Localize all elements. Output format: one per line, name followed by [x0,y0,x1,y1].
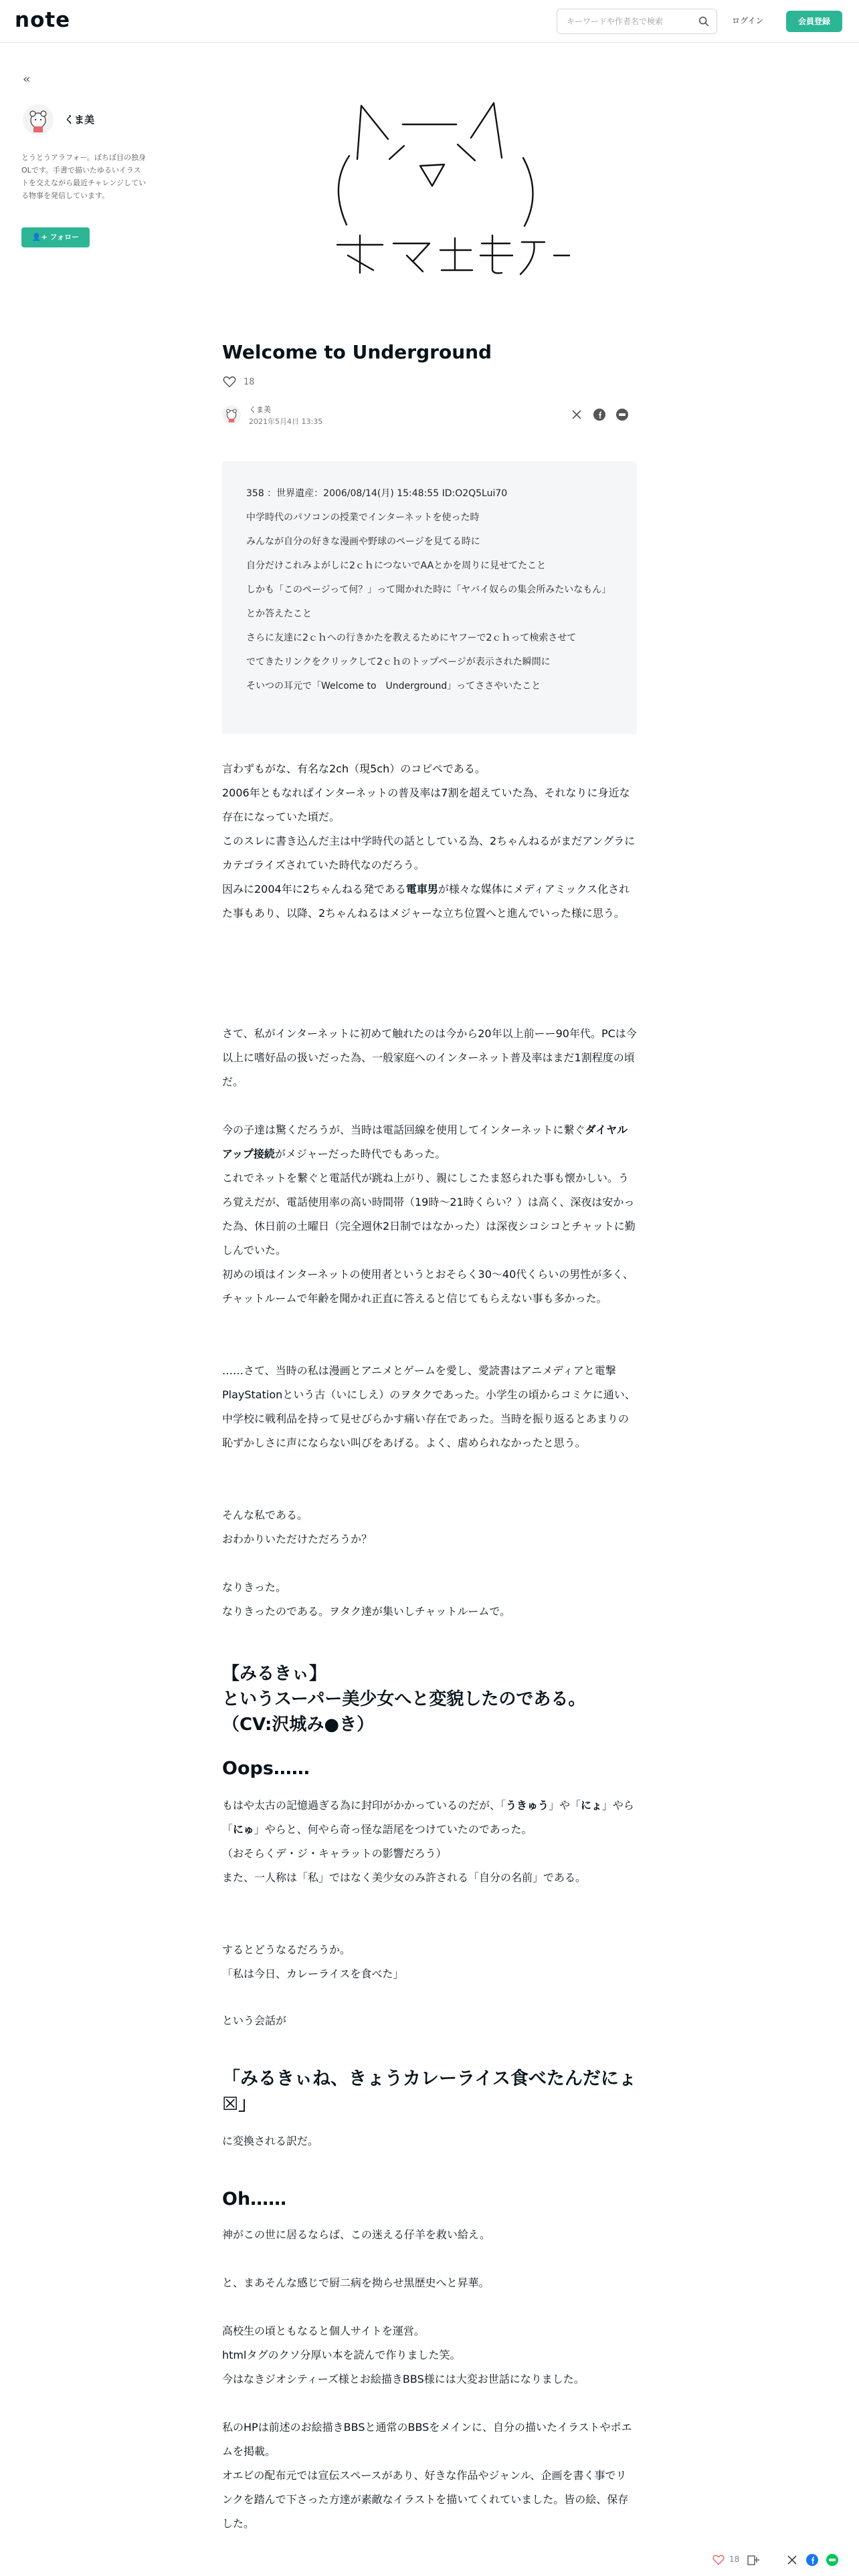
paragraph-line: 今はなきジオシティーズ様とお絵描きBBS様には大変お世話になりました。 [222,2373,585,2385]
paragraph-line: 言わずもがな、有名な2ch（現5ch）のコピペである。 [222,762,486,775]
author-row [222,401,637,428]
note-logo[interactable]: note [15,8,71,32]
heart-icon[interactable] [712,2553,725,2567]
paragraph-line: （おそらくデ・ジ・キャラットの影響だろう） [222,1847,447,1860]
paragraph-converted: に変換される訳だ。 [222,2135,319,2147]
paragraph-line: また、一人称は「私」ではなく美少女のみ許される「自分の名前」である。 [222,1871,587,1884]
paragraph-line: 2006年ともなればインターネットの普及率は7割を超えていた為、それなりに身近な存在になっていた頃だ。 [222,786,630,823]
paragraph-line: htmlタグのクソ分厚い本を読んで作りました笑。 [222,2349,461,2361]
paragraph-line: するとどうなるだろうか。 [222,1943,351,1956]
paragraph-line [222,877,637,926]
paragraph-line [222,1118,637,1166]
bold-text: にょ [581,1799,602,1812]
x-share-icon[interactable] [570,408,583,421]
paragraph-intro [222,757,637,926]
paragraph-line: 高校生の頃ともなると個人サイトを運営。 [222,2325,425,2337]
quote-line: 358 ：世界遺産：2006/08/14(月) 15:48:55 ID:O2Q5Lui70 [246,488,508,499]
x-share-icon[interactable] [785,2553,799,2567]
paragraph-line: オエビの配布元では宣伝スペースがあり、好きな作品やジャンル、企画を書く事でリンクを踏んで下さった方達が素敵なイラストを描いてくれていました。皆の絵、保存した。 [222,2469,629,2530]
login-link[interactable]: ログイン [732,16,764,25]
line-share-icon[interactable] [615,408,629,421]
text-span: が様々な媒体にメディアミックス化された事もあり、以降、2ちゃんねるはメジャーな立ち位置へと進んでいった様に思う。 [222,883,630,920]
search-input[interactable] [557,9,691,33]
paragraph-line: 「私は今日、カレーライスを食べた」 [222,1967,404,1980]
facebook-share-icon[interactable] [805,2553,819,2567]
quote-line: 自分だけこれみよがしに2ｃｈにつないでAAとかを周りに見せてたこと [246,560,547,571]
heading-line: というスーパー美少女へと変貌したのである。 [222,1689,586,1709]
paragraph-then [222,1938,637,1986]
article-title: Welcome to Underground [222,341,492,363]
person-add-icon: 👤+ [31,233,47,241]
paragraph-line: おわかりいただけただろうか？ [222,1533,373,1545]
text-span: 」や「 [549,1799,581,1812]
heading-oh: Oh…… [222,2189,287,2210]
paragraph-homepage [222,2416,637,2536]
paragraph-line: なりきったのである。ヲタク達が集いしチャットルームで。 [222,1605,511,1618]
quote-line: そいつの耳元で「Welcome to Underground」ってささやいたこと [246,681,541,691]
heading-line: （CV:沢城み●き） [222,1715,375,1735]
paragraph-god: 神がこの世に居るならば、この迷える仔羊を救い給え。 [222,2228,490,2241]
paragraph-such-me [222,1503,637,1551]
hero-illustration [289,92,570,286]
author-name[interactable]: くま美 [249,405,271,414]
site-header [0,0,859,43]
text-span: 」やら「 [222,1799,634,1836]
like-row [222,374,255,391]
heading-oops: Oops…… [222,1758,310,1779]
bold-text: 電車男 [405,883,438,895]
paragraph-conversation: という会話が [222,2014,287,2027]
line-share-icon[interactable] [826,2553,839,2567]
text-span: 因みに2004年に2ちゃんねる発である [222,883,406,895]
paragraph-line: これでネットを繋ぐと電話代が跳ね上がり、親にしこたま怒られた事も懐かしい。うろ覚えだが、電話使用率の高い時間帯（19時〜21時くらい？）は高く、深夜は安かった為、休日前の土曜日（完全週休2日制ではなかった）は深夜シコシコとチャットに勤しんでいた。 [222,1172,636,1257]
bold-text: うきゅう [506,1799,549,1812]
bold-text: ダイヤルアップ接続 [222,1123,628,1160]
paragraph-line: そんな私である。 [222,1509,308,1521]
quote-line: でてきたリンクをクリックして2ｃｈのトップページが表示された瞬間に [246,657,551,667]
paragraph-line: 私のHPは前述のお絵描きBBSと通常のBBSをメインに、自分の描いたイラストやポエムを掲載。 [222,2421,632,2458]
sidebar-bio: とうとうアラフォー。ぼちぼ目の独身OLです。手書で描いたゆるいイラストを交えながら最近チャレンジしている物事を発信しています。 [21,153,147,200]
paragraph-personal-site [222,2319,637,2391]
paragraph-line: なりきった。 [222,1581,287,1594]
like-count: 18 [244,377,255,387]
author-avatar[interactable] [222,405,241,424]
text-span: 」やらと、何やら奇っ怪な語尾をつけていたのであった。 [254,1823,533,1836]
heading-milky [222,1661,650,1737]
paragraph-line: このスレに書き込んだ主は中学時代の話としている為、2ちゃんねるがまだアングラにカテゴライズされていた時代なのだろう。 [222,835,636,871]
text-span: もはや太古の記憶過ぎる為に封印がかかっているのだが、「 [222,1799,506,1812]
publish-date: 2021年5月4日 13:35 [249,417,323,426]
heading-curry: 「みるきぃね、きょうカレーライス食べたんだにょ☒」 [222,2068,637,2115]
sidebar-author-name[interactable]: くま美 [64,114,95,126]
bold-text: にゅ [233,1823,254,1836]
paragraph-first-internet: さて、私がインターネットに初めて触れたのは今から20年以上前ーー90年代。PCは今以上に嗜好品の扱いだった為、一般家庭へのインターネット普及率はまだ1割程度の頃だ。 [222,1027,637,1088]
text-span: 今の子達は驚くだろうが、当時は電話回線を使用してインターネットに繋ぐ [222,1123,585,1136]
facebook-share-icon[interactable] [593,408,606,421]
heading-line: 【みるきぃ】 [222,1664,327,1684]
bottom-like-count: 18 [729,2555,740,2564]
paragraph-roleplay [222,1576,637,1624]
search-icon[interactable] [698,15,710,27]
search-box[interactable] [557,9,717,34]
text-span: がメジャーだった時代でもあった。 [274,1148,446,1160]
bottom-action-bar [696,2547,859,2573]
paragraph-dialup [222,1118,637,1311]
quote-line: さらに友達に2ｃｈへの行きかたを教えるためにヤフーで2ｃｈって検索させて [246,633,577,643]
paragraph-line: 初めの頃はインターネットの使用者というとおそらく30〜40代くらいの男性が多く、チャットルームで年齢を聞かれ正直に答えると信じてもらえない事も多かった。 [222,1268,634,1305]
follow-button[interactable] [21,227,90,247]
collapse-sidebar-icon[interactable]: ‹‹ [23,72,29,86]
paragraph-chuuni: と、まあそんな感じで厨二病を拗らせ黒歴史へと昇華。 [222,2276,490,2289]
quote-block [222,461,637,734]
paragraph-suffixes [222,1794,637,1890]
avatar[interactable] [23,104,54,135]
heart-icon[interactable] [222,374,237,389]
quote-line: みんなが自分の好きな漫画や野球のページを見てる時に [246,536,480,547]
quote-line: しかも「このページって何？」って聞かれた時に「ヤバイ奴らの集会所みたいなもん」とか答えたこと [246,584,611,619]
quote-line: 中学時代のパソコンの授業でインターネットを使った時 [246,512,480,523]
follow-label: フォロー [50,233,80,241]
signup-button[interactable]: 会員登録 [786,11,842,32]
paragraph-line [222,1794,637,1842]
paragraph-otaku: ……さて、当時の私は漫画とアニメとゲームを愛し、愛読書はアニメディアと電撃PlayStationという古（いにしえ）のヲタクであった。小学生の頃からコミケに通い、中学校に戦利品を持って見せびらかす痛い存在であった。当時を振り返るとあまりの恥ずかしさに声にならない叫びをあげる。よく、虐められなかったと思う。 [222,1364,636,1449]
magazine-add-icon[interactable] [747,2553,760,2567]
